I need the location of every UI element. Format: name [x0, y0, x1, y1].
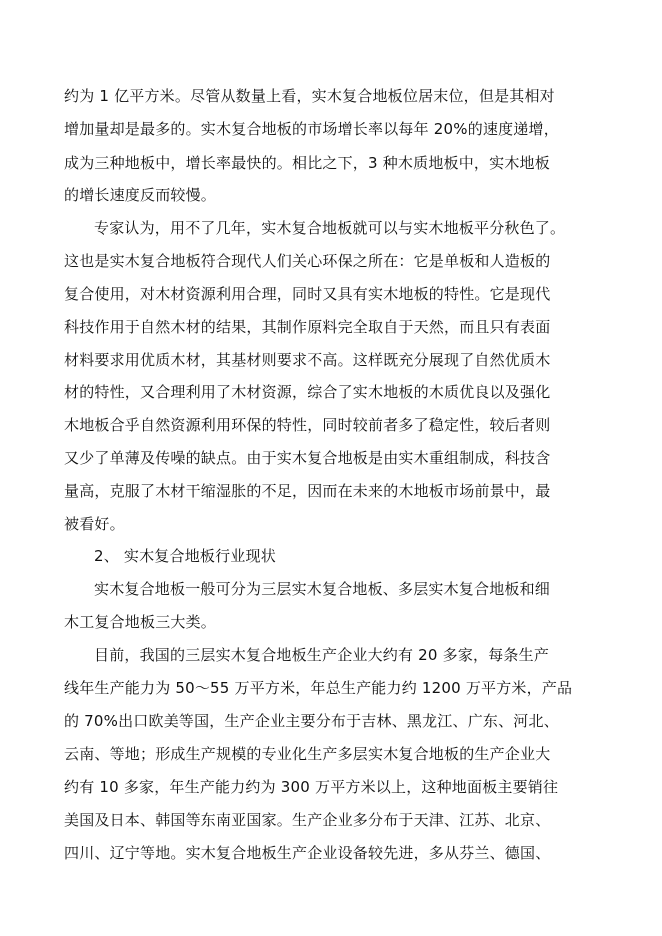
paragraph-first-line: 实木复合地板一般可分为三层实木复合地板、多层实木复合地板和细: [94, 580, 551, 598]
text-line: 约有 10 多家，年生产能力约为 300 万平方米以上，这种地面板主要销往: [64, 778, 559, 796]
text-line: 线年生产能力为 50～55 万平方米，年总生产能力约 1200 万平方米，产品: [64, 679, 573, 697]
text-line: 材的特性，又合理利用了木材资源，综合了实木地板的木质优良以及强化: [64, 383, 551, 401]
text-line: 木工复合地板三大类。: [64, 613, 217, 631]
text-line: 美国及日本、韩国等东南亚国家。生产企业多分布于天津、江苏、北京、: [64, 811, 551, 829]
text-line: 四川、辽宁等地。实木复合地板生产企业设备较先进，多从芬兰、德国、: [64, 844, 551, 862]
paragraph-first-line: 目前，我国的三层实木复合地板生产企业大约有 20 多家，每条生产: [94, 646, 550, 664]
text-line: 成为三种地板中，增长率最快的。相比之下，3 种木质地板中，实木地板: [64, 154, 550, 172]
text-line: 被看好。: [64, 515, 125, 533]
text-line: 的 70%出口欧美等国，生产企业主要分布于吉林、黑龙江、广东、河北、: [64, 712, 559, 730]
text-line: 云南、等地；形成生产规模的专业化生产多层实木复合地板的生产企业大: [64, 745, 551, 763]
text-line: 约为 1 亿平方米。尽管从数量上看，实木复合地板位居末位，但是其相对: [64, 87, 555, 105]
text-line: 复合使用，对木材资源利用合理，同时又具有实木地板的特性。它是现代: [64, 285, 551, 303]
text-line: 木地板合乎自然资源利用环保的特性，同时较前者多了稳定性，较后者则: [64, 416, 551, 434]
text-line: 量高，克服了木材干缩湿胀的不足，因而在未来的木地板市场前景中，最: [64, 482, 551, 500]
text-line: 科技作用于自然木材的结果，其制作原料完全取自于天然，而且只有表面: [64, 318, 551, 336]
paragraph-first-line: 专家认为，用不了几年，实木复合地板就可以与实木地板平分秋色了。: [94, 219, 566, 237]
section-heading: 2、 实木复合地板行业现状: [94, 547, 276, 565]
text-line: 的增长速度反而较慢。: [64, 186, 217, 204]
text-line: 增加量却是最多的。实木复合地板的市场增长率以每年 20%的速度递增，: [64, 120, 559, 138]
text-line: 材料要求用优质木材，其基材则要求不高。这样既充分展现了自然优质木: [64, 351, 551, 369]
text-line: 又少了单薄及传噪的缺点。由于实木复合地板是由实木重组制成，科技含: [64, 449, 551, 467]
text-line: 这也是实木复合地板符合现代人们关心环保之所在：它是单板和人造板的: [64, 252, 551, 270]
